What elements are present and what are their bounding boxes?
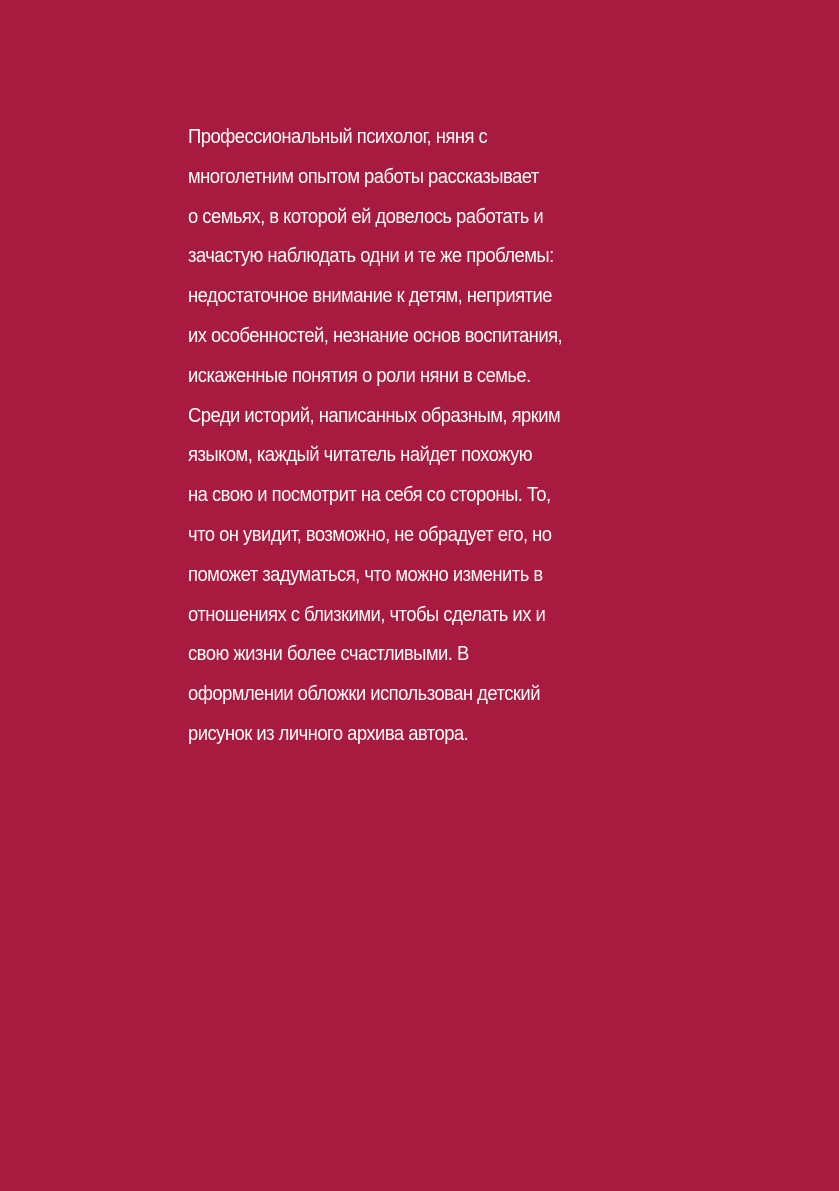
blurb-line: многолетним опытом работы рассказывает [188, 164, 539, 188]
blurb-line: на свою и посмотрит на себя со стороны. То, [188, 483, 551, 507]
blurb-line: их особенностей, незнание основ воспитания, [188, 323, 563, 347]
blurb-line: языком, каждый читатель найдет похожую [188, 443, 533, 467]
blurb-line: недостаточное внимание к детям, неприятие [188, 284, 552, 308]
blurb-line: Среди историй, написанных образным, ярким [188, 403, 561, 427]
blurb-line: свою жизни более счастливыми. В [188, 642, 469, 666]
blurb-line: Профессиональный психолог, няня с [188, 125, 488, 148]
blurb-line: искаженные понятия о роли няни в семье. [188, 363, 531, 387]
blurb-line: что он увидит, возможно, не обрадует его, но [188, 522, 552, 546]
blurb-line: о семьях, в которой ей довелось работать и [188, 204, 544, 228]
blurb-line: отношениях с близкими, чтобы сделать их и [188, 602, 546, 626]
blurb-text [188, 117, 668, 754]
blurb-line: зачастую наблюдать одни и те же проблемы: [188, 244, 554, 268]
blurb-line: поможет задуматься, что можно изменить в [188, 562, 543, 586]
blurb-line: оформлении обложки использован детский [188, 682, 540, 706]
blurb-line: рисунок из личного архива автора. [188, 721, 469, 745]
